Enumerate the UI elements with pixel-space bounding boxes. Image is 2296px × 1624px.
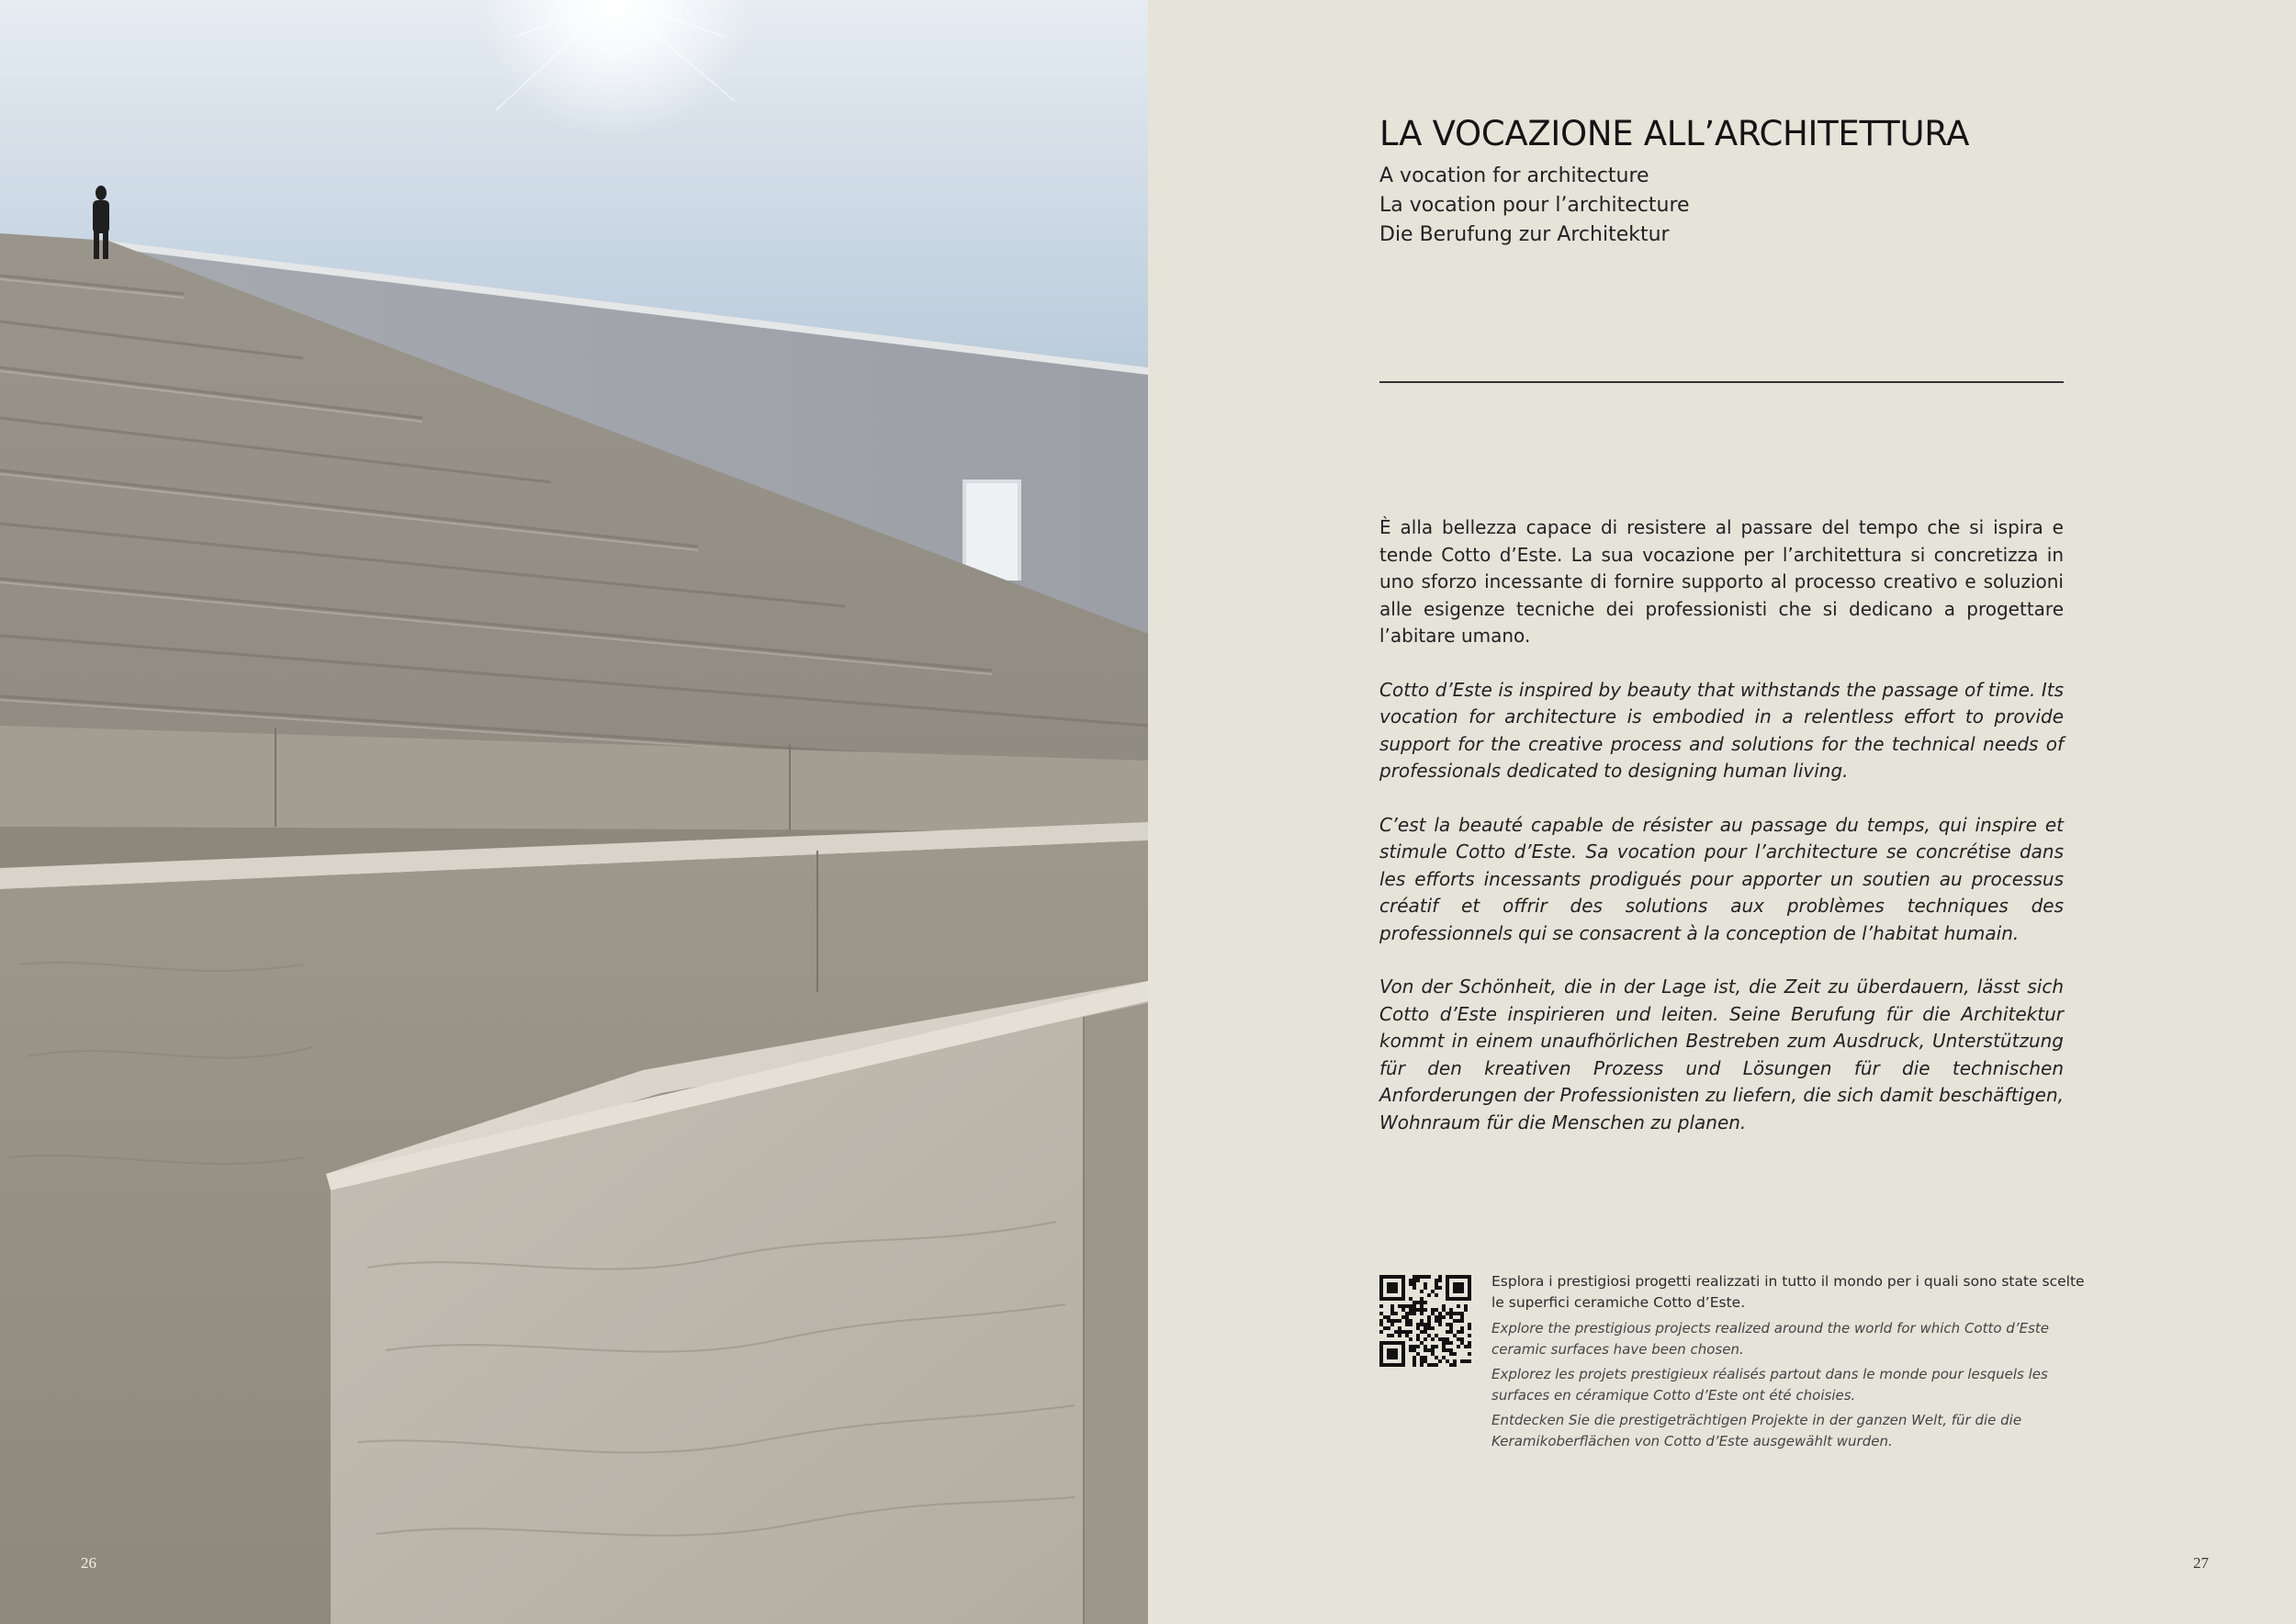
- page-title: LA VOCAZIONE ALL’ARCHITETTURA: [1379, 114, 1970, 153]
- qr-caption: [1491, 1271, 2088, 1456]
- qr-code-graphic: [1379, 1275, 1471, 1367]
- subtitle-de: Die Berufung zur Architektur: [1379, 223, 1670, 246]
- paragraph-english: Cotto d’Este is inspired by beauty that withstands the passage of time. Its vocation for architecture is embodied in a relentless effort to provide support for the creative process and solutions for the technical needs of professionals dedicated to designing human living.: [1379, 678, 2064, 782]
- page-number-left: 26: [81, 1554, 96, 1572]
- title-divider: [1379, 381, 2064, 383]
- qr-caption-italian: Esplora i prestigiosi progetti realizzati in tutto il mondo per i quali sono state scelte le superfici ceramiche Cotto d’Este.: [1491, 1273, 2085, 1311]
- paragraph-german: Von der Schönheit, die in der Lage ist, die Zeit zu überdauern, lässt sich Cotto d’Este inspirieren und leiten. Seine Berufung für die Architektur kommt in einem unaufhörlichen Bestreben zum Ausdruck, Unterstützung für den kreativen Prozess und Lösungen für die technischen Anforderungen der Professionisten zu liefern, die sich damit beschäftigen, Wohnraum für die Menschen zu planen.: [1379, 976, 2064, 1133]
- subtitle-en: A vocation for architecture: [1379, 164, 1649, 187]
- subtitle-fr: La vocation pour l’architecture: [1379, 194, 1690, 217]
- body-text: [1379, 514, 2064, 1163]
- subtitle-group: [1379, 162, 1690, 250]
- qr-caption-english: Explore the prestigious projects realized around the world for which Cotto d’Este ceramic surfaces have been chosen.: [1491, 1320, 2049, 1358]
- paragraph-french: C’est la beauté capable de résister au passage du temps, qui inspire et stimule Cotto d’Este. Sa vocation pour l’architecture se concrétise dans les efforts incessants prodigués pour apporter un soutien au processus créatif et offrir des solutions aux problèmes techniques des professionnels qui se consacrent à la conception de l’habitat humain.: [1379, 813, 2064, 944]
- qr-caption-german: Entdecken Sie die prestigeträchtigen Projekte in der ganzen Welt, für die die Keramikoberflächen von Cotto d’Este ausgewählt wurden.: [1491, 1412, 2022, 1449]
- paragraph-italian: È alla bellezza capace di resistere al passare del tempo che si ispira e tende Cotto d’Este. La sua vocazione per l’architettura si concretizza in uno sforzo incessante di fornire supporto al processo creativo e soluzioni alle esigenze tecniche dei professionisti che si dedicano a progettare l’abitare umano.: [1379, 516, 2064, 647]
- qr-code-icon[interactable]: [1379, 1275, 1471, 1367]
- page-number-right: 27: [2193, 1554, 2209, 1572]
- qr-caption-french: Explorez les projets prestigieux réalisés partout dans le monde pour lesquels les surfaces en céramique Cotto d’Este ont été choisies.: [1491, 1366, 2048, 1404]
